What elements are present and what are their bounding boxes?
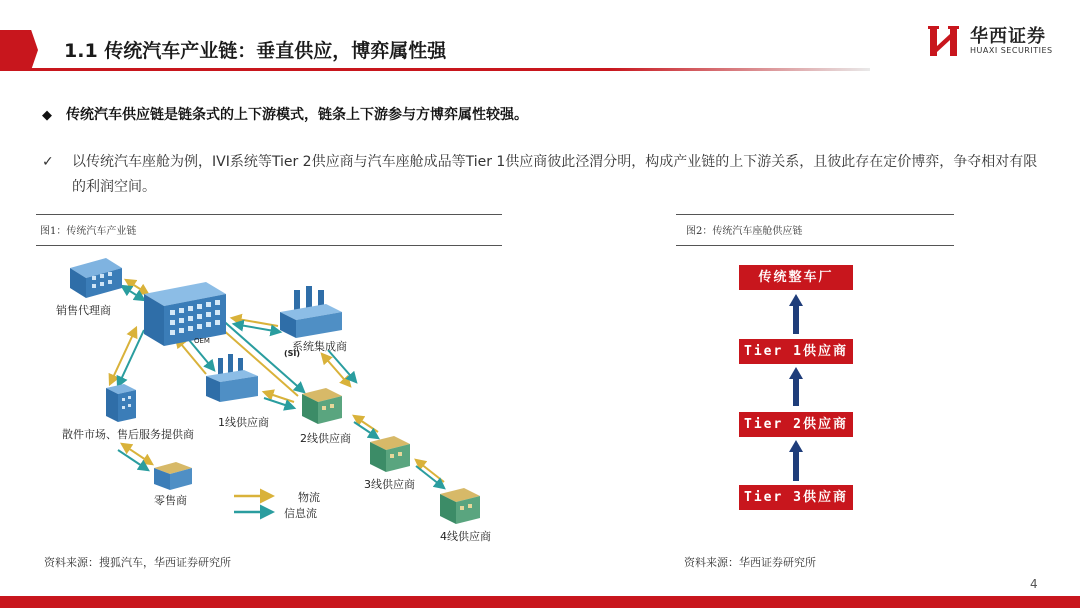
diagram-legend	[234, 490, 320, 520]
node-oem: OEM	[194, 337, 210, 345]
bullet-main-text: 传统汽车供应链是链条式的上下游模式，链条上下游参与方博弈属性较强。	[66, 107, 528, 123]
node-tier1: 1线供应商	[218, 416, 269, 429]
retailer-store-icon	[154, 462, 192, 490]
huaxi-logo-icon	[928, 24, 962, 58]
node-tier2: 2线供应商	[300, 432, 351, 445]
sales-agent-building-icon	[70, 258, 122, 298]
check-bullet-icon: ✓	[42, 154, 54, 170]
chain-tier3-box: Tier 3供应商	[739, 485, 853, 510]
node-sales-agent: 销售代理商	[56, 304, 111, 317]
tier4-supplier-icon	[440, 488, 480, 524]
figure2-caption: 图2：传统汽车座舱供应链	[686, 226, 803, 237]
arrow-up-icon	[789, 294, 803, 334]
figure1-caption: 图1：传统汽车产业链	[40, 226, 137, 237]
tier3-supplier-icon	[370, 436, 410, 472]
node-aftermarket: 散件市场、售后服务提供商	[62, 428, 194, 441]
node-retailer: 零售商	[154, 494, 187, 507]
industry-chain-diagram	[36, 246, 506, 546]
node-tier3: 3线供应商	[364, 478, 415, 491]
oem-building-icon	[144, 282, 226, 346]
chain-oem-box: 传统整车厂	[739, 265, 853, 290]
figure1-caption-bar	[36, 214, 502, 246]
figure2-source: 资料来源：华西证券研究所	[684, 556, 816, 569]
page-title: 1.1 传统汽车产业链：垂直供应，博弈属性强	[64, 40, 447, 62]
arrow-up-icon	[789, 440, 803, 481]
system-integrator-factory-icon	[280, 286, 342, 338]
bullet-main	[42, 104, 528, 124]
legend-info: 信息流	[284, 507, 317, 520]
title-bar	[0, 30, 870, 70]
arrow-up-icon	[789, 367, 803, 406]
footer-bar	[0, 596, 1080, 608]
node-si-label: (SI)	[284, 349, 301, 358]
company-logo	[928, 22, 1068, 62]
logo-english: HUAXI SECURITIES	[970, 46, 1053, 55]
figure2-caption-bar	[676, 214, 954, 246]
bullet-detail	[42, 150, 1042, 200]
page-number: 4	[1030, 577, 1038, 591]
node-system-integrator: 系统集成商	[292, 340, 347, 353]
node-tier4: 4线供应商	[440, 530, 491, 543]
chain-tier2-box: Tier 2供应商	[739, 412, 853, 437]
figure1-source: 资料来源：搜狐汽车，华西证券研究所	[44, 556, 231, 569]
aftermarket-building-icon	[106, 384, 136, 422]
tier2-supplier-icon	[302, 388, 342, 424]
title-accent	[0, 30, 38, 70]
chain-arrows	[784, 290, 808, 490]
chain-tier1-box: Tier 1供应商	[739, 339, 853, 364]
bullet-detail-text: 以传统汽车座舱为例，IVI系统等Tier 2供应商与汽车座舱成品等Tier 1供应商彼此泾渭分明，构成产业链的上下游关系，且彼此存在定价博弈，争夺相对有限的利润空间。	[72, 154, 1038, 195]
diamond-bullet-icon: ◆	[42, 108, 52, 123]
legend-logistics: 物流	[298, 491, 320, 504]
tier1-factory-icon	[206, 354, 258, 402]
logo-chinese: 华西证券	[970, 26, 1046, 47]
title-underline	[0, 68, 870, 71]
